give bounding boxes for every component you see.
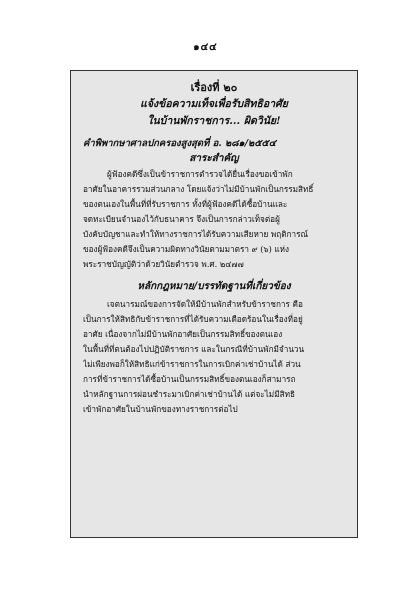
summary-line: อาศัยในอาคารรวมส่วนกลาง โดยแจ้งว่าไม่มีบ้านพักเป็นกรรมสิทธิ์ [83,184,314,194]
summary-line: บังคับบัญชาและทำให้ทางราชการได้รับความเสียหาย พฤติการณ์ [83,229,309,239]
principle-line: เป็นการให้สิทธิกับข้าราชการที่ได้รับความเดือดร้อนในเรื่องที่อยู่ [83,314,303,324]
summary-line: ของตนเองในพื้นที่ที่รับราชการ ทั้งที่ผู้ฟ้องคดีได้ซื้อบ้านและ [83,199,288,209]
summary-line: พระราชบัญญัติว่าด้วยวินัยตำรวจ พ.ศ. ๒๔๗๗ [83,259,244,269]
principle-line: เจตนารมณ์ของการจัดให้มีบ้านพักสำหรับข้าราชการ คือ [107,299,303,309]
principle-line: ไม่เพียงพอก็ให้สิทธิแก่ข้าราชการในการเบิกค่าเช่าบ้านได้ ส่วน [83,359,301,369]
story-subtitle-line-1: แจ้งข้อความเท็จเพื่อรับสิทธิอาศัย [140,98,288,110]
summary-heading: สาระสำคัญ [189,153,239,164]
legal-principles-heading: หลักกฎหมาย/บรรทัดฐานที่เกี่ยวข้อง [137,281,291,292]
case-reference: คำพิพากษาศาลปกครองสูงสุดที่ อ. ๒๘๑/๒๕๕๔ [83,138,276,149]
summary-paragraph [83,167,345,272]
principle-line: ในพื้นที่ที่ตนต้องไปปฏิบัติราชการ และในกรณีที่บ้านพักมีจำนวน [83,344,305,354]
case-summary-box [70,70,358,538]
principle-line: นำหลักฐานการผ่อนชำระมาเบิกค่าเช่าบ้านได้ แต่จะไม่มีสิทธิ [83,389,295,399]
story-subtitle-line-2: ในบ้านพักราชการ... ผิดวินัย! [147,115,281,127]
page-number: ๑๔๔ [193,42,218,53]
story-title: เรื่องที่ ๒๐ [190,81,238,94]
summary-line: ผู้ฟ้องคดีซึ่งเป็นข้าราชการตำรวจได้ยื่นเรื่องขอเข้าพัก [107,169,293,179]
principle-line: เข้าพักอาศัยในบ้านพักของทางราชการต่อไป [83,404,238,414]
legal-principles-paragraph [83,297,345,417]
story-heading [83,79,345,130]
principle-line: อาศัย เนื่องจากไม่มีบ้านพักอาศัยเป็นกรรมสิทธิ์ของตนเอง [83,329,283,339]
summary-line: จดทะเบียนจำนองไว้กับธนาคาร จึงเป็นการกล่าวเท็จต่อผู้ [83,214,280,224]
summary-line: ของผู้ฟ้องคดีจึงเป็นความผิดทางวินัยตามมาตรา ๙ (๖) แห่ง [83,244,290,254]
principle-line: การที่ข้าราชการได้ซื้อบ้านเป็นกรรมสิทธิ์ของตนเองก็สามารถ [83,374,296,384]
